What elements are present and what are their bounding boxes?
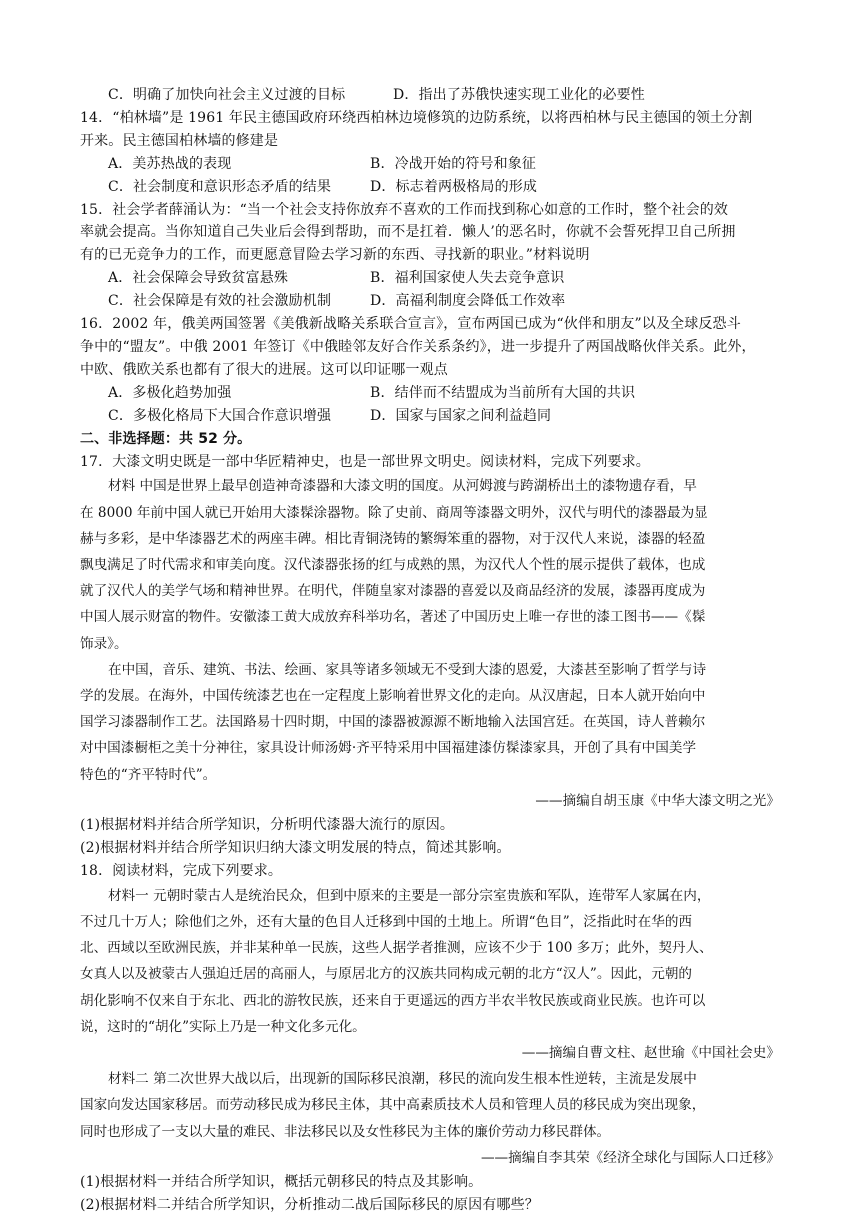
q13-option-c: C．明确了加快向社会主义过渡的目标	[108, 87, 346, 103]
q17-material-p2-line5: 特色的“齐平特时代”。	[80, 766, 217, 783]
q17-material-p1-line5: 就了汉代人的美学气场和精神世界。在明代，伴随皇家对漆器的喜爱以及商品经济的发展，漆器再度成为	[80, 583, 706, 600]
q14-options-cd	[80, 176, 780, 199]
q14-option-b: B．冷战开始的符号和象征	[370, 155, 537, 172]
q17-material-p1-line4: 飘曳满足了时代需求和审美向度。汉代漆器张扬的红与成熟的黑，为汉代人个性的展示提供了载体，也成	[80, 557, 706, 574]
q18-material2-line1: 材料二 第二次世界大战以后，出现新的国际移民浪潮，移民的流向发生根本性逆转，主流是发展中	[108, 1071, 697, 1088]
exam-page	[80, 84, 780, 1217]
q18-material2-line2: 国家向发达国家移居。而劳动移民成为移民主体，其中高素质技术人员和管理人员的移民成为突出现象，	[80, 1097, 706, 1114]
q17-material-p2-line1: 在中国，音乐、建筑、书法、绘画、家具等诸多领域无不受到大漆的恩爱，大漆甚至影响了哲学与诗	[108, 661, 707, 678]
q18-ask2: (2)根据材料二并结合所学知识，分析推动二战后国际移民的原因有哪些？	[80, 1196, 539, 1213]
q18-material2-line3: 同时也形成了一支以大量的难民、非法移民以及女性移民为主体的廉价劳动力移民群体。	[80, 1123, 611, 1140]
q16-option-a: A．多极化趋势加强	[108, 384, 232, 401]
q17-material-p1-line7: 饰录》。	[80, 635, 128, 652]
q18-stem: 18．阅读材料，完成下列要求。	[80, 862, 283, 879]
q17-stem: 17．大漆文明史既是一部中华匠精神史，也是一部世界文明史。阅读材料，完成下列要求。	[80, 453, 650, 470]
q16-stem-line2: 争中的“盟友”。中俄 2001 年签订《中俄睦邻友好合作关系条约》，进一步提升了两国战略伙伴关系。此外，	[80, 338, 756, 355]
q18-material1-line4: 女真人以及被蒙古人强迫迁居的高丽人，与原居北方的汉族共同构成元朝的北方“汉人”。因此，元朝的	[80, 966, 693, 983]
q18-material1-line1: 材料一 元朝时蒙古人是统治民众，但到中原来的主要是一部分宗室贵族和军队，连带军人家属在内，	[108, 887, 711, 904]
q17-material-p1-line6: 中国人展示财富的物件。安徽漆工黄大成放弃科举功名，著述了中国历史上唯一存世的漆工图书——《髹	[80, 609, 706, 626]
q17-material-p2-line4: 对中国漆橱柜之美十分神往，家具设计师汤姆·齐平特采用中国福建漆仿髹漆家具，开创了具有中国美学	[80, 740, 697, 757]
q17-material-p1-line2: 在 8000 年前中国人就已开始用大漆髹涂器物。除了史前、商周等漆器文明外，汉代与明代的漆器最为显	[80, 504, 708, 521]
q14-options-ab	[80, 153, 780, 176]
q18-source1: ——摘编自曹文柱、赵世瑜《中国社会史》	[521, 1044, 780, 1061]
q15-option-d: D．高福利制度会降低工作效率	[370, 293, 566, 310]
section-heading: 二、非选择题：共 52 分。	[80, 430, 252, 447]
q18-ask1: (1)根据材料一并结合所学知识，概括元朝移民的特点及其影响。	[80, 1174, 483, 1190]
q18-material1-line6: 说，这时的“胡化”实际上乃是一种文化多元化。	[80, 1018, 366, 1035]
q16-options-ab	[80, 382, 780, 405]
q16-option-c: C．多极化格局下大国合作意识增强	[108, 407, 332, 424]
q17-material-p1-line3: 赫与多彩，是中华漆器艺术的两座丰碑。相比青铜浇铸的繁缛笨重的器物，对于汉代人来说，漆器的轻盈	[80, 530, 706, 547]
q15-option-b: B．福利国家使人失去竞争意识	[370, 270, 565, 287]
q16-stem-line3: 中欧、俄欧关系也都有了很大的进展。这可以印证哪一观点	[80, 361, 448, 378]
q16-stem-line1: 16．2002 年，俄美两国签署《美俄新战略关系联合宣言》，宣布两国已成为“伙伴和朋友”以及全球反恐斗	[80, 316, 741, 333]
q17-material-p2-line3: 国学习漆器制作工艺。法国路易十四时期，中国的漆器被源源不断地输入法国宫廷。在英国，诗人普赖尔	[80, 714, 706, 731]
q13-option-d: D．指出了苏俄快速实现工业化的必要性	[393, 87, 645, 103]
q17-material-p2-line2: 学的发展。在海外，中国传统漆艺也在一定程度上影响着世界文化的走向。从汉唐起，日本人就开始向中	[80, 688, 706, 705]
q15-options-ab	[80, 267, 780, 290]
q14-option-c: C．社会制度和意识形态矛盾的结果	[108, 178, 332, 195]
q14-stem-line1: 14．“柏林墙”是 1961 年民主德国政府环绕西柏林边境修筑的边防系统，以将西柏林与民主德国的领土分割	[80, 109, 753, 126]
q15-options-cd	[80, 290, 780, 313]
q14-option-a: A．美苏热战的表现	[108, 155, 232, 172]
q15-option-a: A．社会保障会导致贫富悬殊	[108, 270, 289, 287]
q18-material1-line5: 胡化影响不仅来自于东北、西北的游牧民族，还来自于更遥远的西方半农半牧民族或商业民族。也许可以	[80, 992, 706, 1009]
q16-option-d: D．国家与国家之间利益趋同	[370, 407, 552, 424]
q17-ask1: (1)根据材料并结合所学知识，分析明代漆器大流行的原因。	[80, 817, 455, 834]
q17-source: ——摘编自胡玉康《中华大漆文明之光》	[535, 792, 780, 809]
q15-stem-line3: 有的已无竞争力的工作，而更愿意冒险去学习新的东西、寻找新的职业。”材料说明	[80, 247, 590, 264]
q14-option-d: D．标志着两极格局的形成	[370, 178, 538, 195]
q18-material1-line2: 不过几十万人；除他们之外，还有大量的色目人迁移到中国的土地上。所谓“色目”，泛指此时在华的西	[80, 913, 693, 930]
q15-stem-line1: 15．社会学者薛涌认为：“当一个社会支持你放弃不喜欢的工作而找到称心如意的工作时，整个社会的效	[80, 201, 729, 218]
q16-options-cd	[80, 405, 780, 428]
q17-material-p1-line1: 材料 中国是世界上最早创造神奇漆器和大漆文明的国度。从河姆渡与跨湖桥出土的漆物遗存看，早	[108, 478, 697, 495]
q18-material1-line3: 北、西域以至欧洲民族，并非某种单一民族，这些人据学者推测，应该不少于 100 多万；此外，契丹人、	[80, 940, 713, 957]
q15-stem-line2: 率就会提高。当你知道自己失业后会得到帮助，而不是扛着．懒人’的恶名时，你就不会誓死捍卫自己所拥	[80, 224, 736, 241]
q16-option-b: B．结伴而不结盟成为当前所有大国的共识	[370, 384, 636, 401]
q15-option-c: C．社会保障是有效的社会激励机制	[108, 293, 332, 310]
q18-source2: ——摘编自李其荣《经济全球化与国际人口迁移》	[480, 1149, 780, 1166]
q14-stem-line2: 开来。民主德国柏林墙的修建是	[80, 132, 279, 149]
q13-options-cd	[80, 84, 780, 107]
q17-ask2: (2)根据材料并结合所学知识归纳大漆文明发展的特点，简述其影响。	[80, 839, 511, 856]
